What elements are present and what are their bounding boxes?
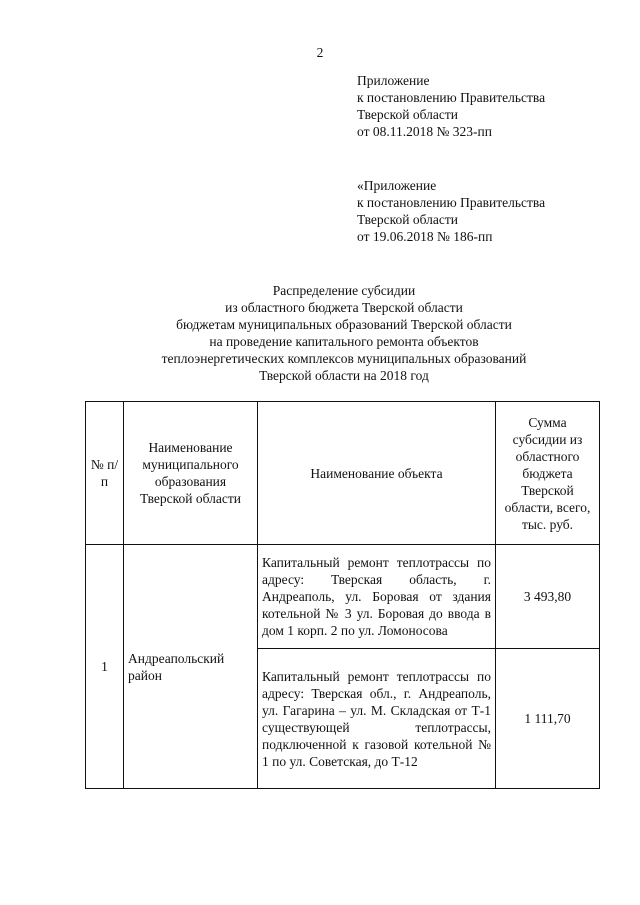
annex-line: Тверской области: [357, 107, 458, 122]
header-municipality: Наименование муниципального образования Тверской области: [124, 402, 258, 545]
header-amount: Сумма субсидии из областного бюджета Тверской области, всего, тыс. руб.: [496, 402, 600, 545]
table-row: [86, 545, 600, 649]
annex-date-number: от 19.06.2018 № 186-пп: [357, 229, 493, 244]
title-line: бюджетам муниципальных образований Тверской области: [176, 317, 512, 332]
annex-header-current: [357, 72, 632, 140]
annex-header-previous: [357, 177, 632, 245]
title-line: теплоэнергетических комплексов муниципальных образований: [161, 351, 527, 366]
annex-line: к постановлению Правительства: [357, 195, 546, 210]
title-line: из областного бюджета Тверской области: [225, 300, 463, 315]
row-number: 1: [86, 545, 124, 789]
table-header-row: [86, 402, 600, 545]
page-number: 2: [316, 45, 324, 60]
header-number: № п/п: [86, 402, 124, 545]
annex-line: Приложение: [357, 73, 430, 88]
object-name: Капитальный ремонт теплотрассы по адресу: Тверская обл., г. Андреаполь, ул. Гагарина – ул. М. Складская от Т-1 существующей теплотрассы, подключенной к газовой котельной № 1 по ул. Советская, до Т-12: [258, 649, 496, 789]
title-line: Тверской области на 2018 год: [259, 368, 429, 383]
annex-line: Тверской области: [357, 212, 458, 227]
annex-date-number: от 08.11.2018 № 323-пп: [357, 124, 492, 139]
subsidy-table: [85, 401, 600, 789]
subsidy-amount: 1 111,70: [496, 649, 600, 789]
municipality-name: Андреапольский район: [124, 545, 258, 789]
title-line: на проведение капитального ремонта объектов: [209, 334, 479, 349]
title-line: Распределение субсидии: [272, 283, 416, 298]
document-title: [84, 282, 604, 384]
subsidy-amount: 3 493,80: [496, 545, 600, 649]
annex-line: к постановлению Правительства: [357, 90, 546, 105]
header-object: Наименование объекта: [258, 402, 496, 545]
annex-line: «Приложение: [357, 178, 437, 193]
object-name: Капитальный ремонт теплотрассы по адресу: Тверская область, г. Андреаполь, ул. Боровая от здания котельной № 3 ул. Боровая до ввода в дом 1 корп. 2 по ул. Ломоносова: [258, 545, 496, 649]
